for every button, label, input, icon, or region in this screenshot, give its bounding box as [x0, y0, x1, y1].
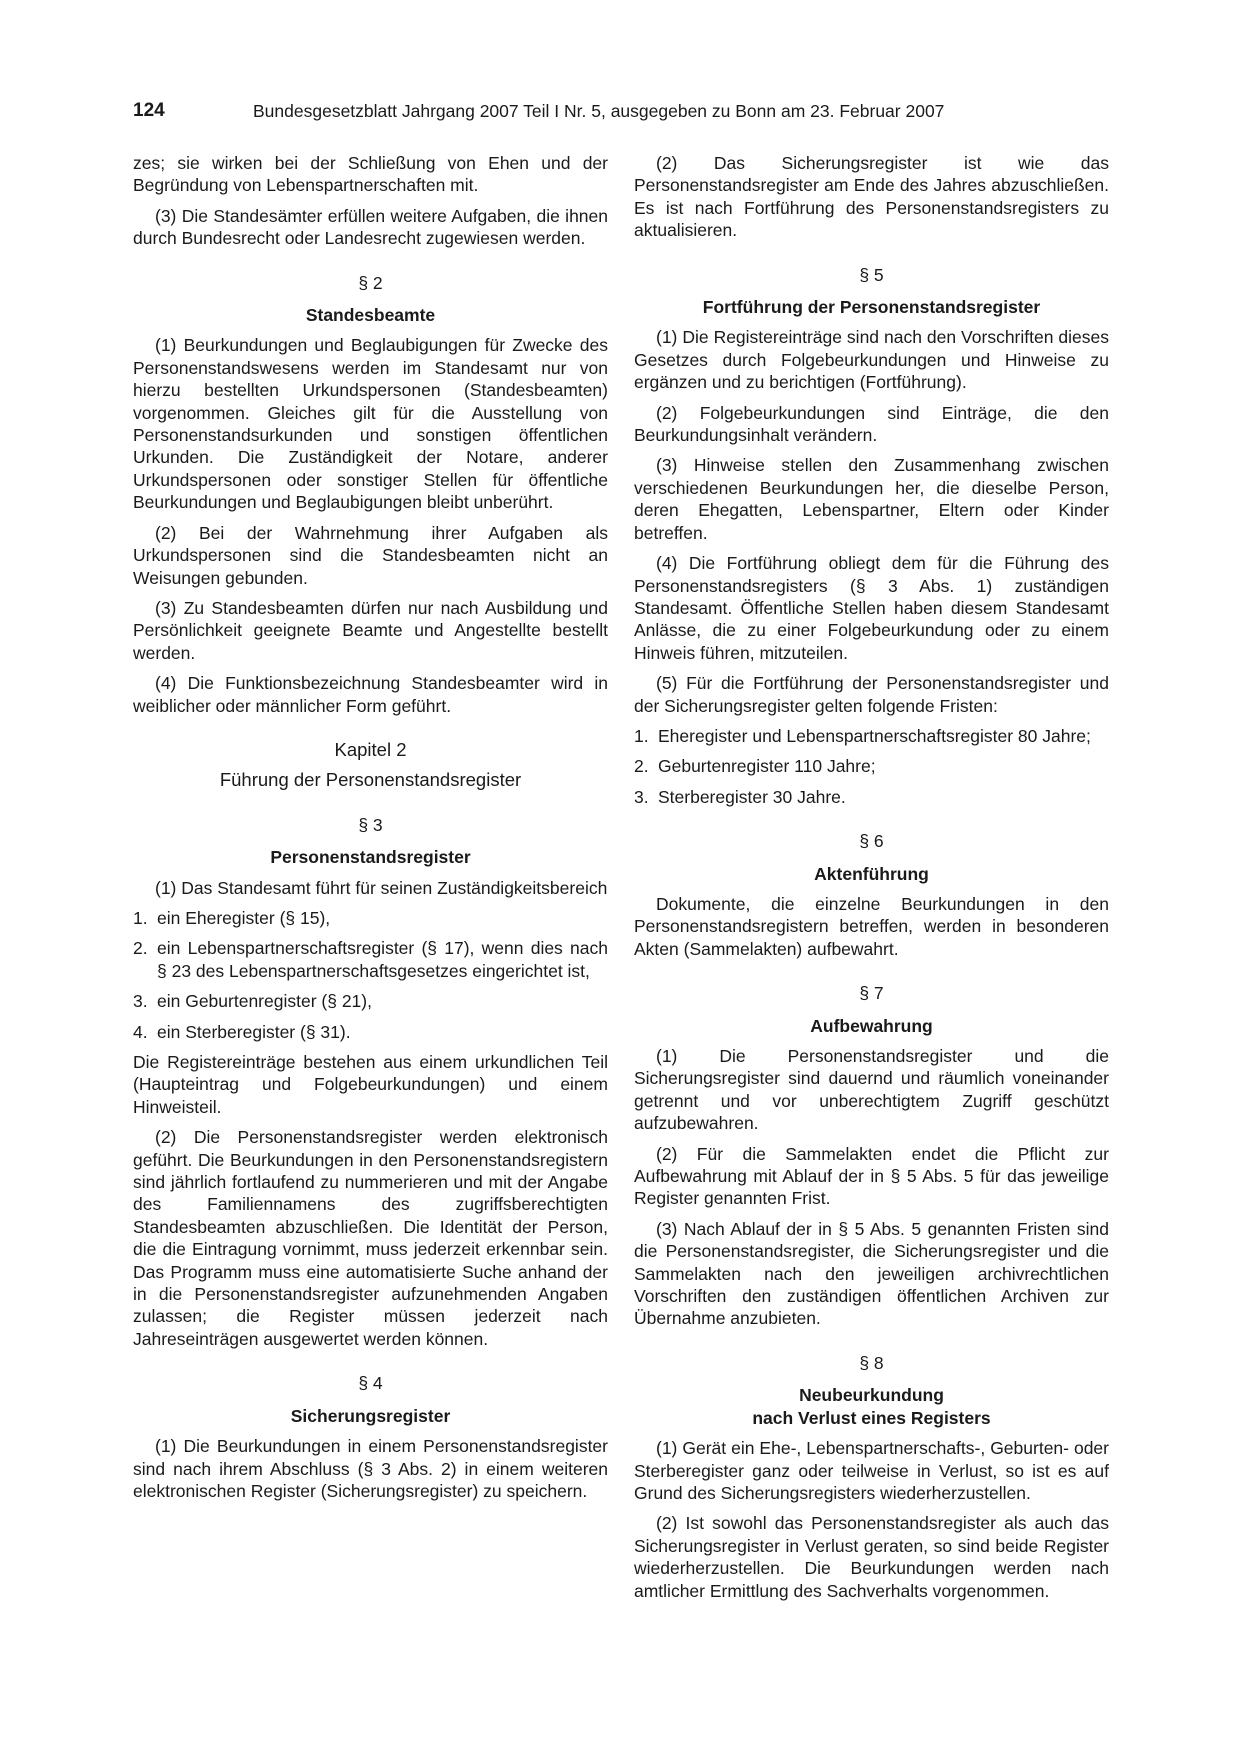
- paragraph: (1) Das Standesamt führt für seinen Zuständigkeitsbereich: [155, 877, 608, 898]
- section-number: § 3: [358, 814, 383, 835]
- section-number: § 4: [358, 1373, 383, 1394]
- section-title: Aktenführung: [814, 863, 929, 884]
- paragraph: (2) Die Personenstandsregister werden elektronisch geführt. Die Beurkundungen in den Personenstandsregistern sind jährlich fortlaufend zu nummerieren und mit der Angabe des Familiennamens des zugriffsberechtigten Standesbeamten abzuschließen. Die Identität der Person, die die Eintragung vornimmt, muss jederzeit erkennbar sein. Das Programm muss eine automatisierte Suche anhand der in die Personenstandsregister aufzunehmenden Angaben zulassen; die Register müssen jederzeit nach Jahreseinträgen ausgewertet werden können.: [133, 1127, 608, 1349]
- running-title: Bundesgesetzblatt Jahrgang 2007 Teil I Nr. 5, ausgegeben zu Bonn am 23. Februar 2007: [253, 101, 945, 121]
- paragraph: (1) Die Registereinträge sind nach den Vorschriften dieses Gesetzes durch Folgebeurkundungen und Hinweise zu ergänzen und zu berichtigen (Fortführung).: [634, 327, 1109, 393]
- right-column: [634, 152, 1109, 1610]
- paragraph: (1) Beurkundungen und Beglaubigungen für Zwecke des Personenstandswesens werden im Standesamt nur von hierzu bestellten Urkundspersonen (Standesbeamten) vorgenommen. Gleiches gilt für die Ausstellung von Personenstandsurkunden und sonstigen öffentlichen Urkunden. Die Zuständigkeit der Notare, anderer Urkundspersonen oder sonstiger Stellen für öffentliche Beurkundungen und Beglaubigungen bleibt unberührt.: [133, 335, 608, 513]
- section-number: § 6: [859, 831, 884, 852]
- list-item: 3. Sterberegister 30 Jahre.: [634, 786, 846, 807]
- paragraph: (3) Nach Ablauf der in § 5 Abs. 5 genannten Fristen sind die Personenstandsregister, die Sicherungsregister und die Sammelakten nach den jeweiligen archivrechtlichen Vorschriften den zuständigen öffentlichen Archiven zur Übernahme anzubieten.: [634, 1218, 1109, 1329]
- section-title: Fortführung der Personenstandsregister: [702, 297, 1041, 318]
- section-title-line: nach Verlust eines Registers: [752, 1407, 991, 1428]
- numbered-list: [634, 725, 1109, 808]
- section-title: Sicherungsregister: [290, 1405, 451, 1426]
- paragraph: (5) Für die Fortführung der Personenstandsregister und der Sicherungsregister gelten folgende Fristen:: [634, 673, 1109, 716]
- section-title: Standesbeamte: [305, 305, 436, 326]
- paragraph: (2) Bei der Wahrnehmung ihrer Aufgaben als Urkundspersonen sind die Standesbeamten nicht an Weisungen gebunden.: [133, 522, 608, 588]
- list-item: 2. ein Lebenspartnerschaftsregister (§ 17), wenn dies nach § 23 des Lebenspartnerschaftsgesetzes eingerichtet ist,: [133, 938, 608, 981]
- section-title-line: Neubeurkundung: [799, 1385, 944, 1406]
- chapter-title: Führung der Personenstandsregister: [219, 769, 522, 791]
- numbered-list: [133, 907, 608, 1043]
- paragraph: (1) Die Beurkundungen in einem Personenstandsregister sind nach ihrem Abschluss (§ 3 Abs. 2) in einem weiteren elektronischen Register (Sicherungsregister) zu speichern.: [133, 1436, 608, 1501]
- paragraph: (4) Die Funktionsbezeichnung Standesbeamter wird in weiblicher oder männlicher Form geführt.: [133, 673, 608, 716]
- paragraph: (3) Hinweise stellen den Zusammenhang zwischen verschiedenen Beurkundungen her, die dieselbe Person, deren Ehegatten, Lebenspartner, Eltern oder Kinder betreffen.: [634, 455, 1109, 543]
- section-title: Personenstandsregister: [270, 847, 471, 868]
- page-number: 124: [133, 100, 165, 121]
- paragraph: (3) Die Standesämter erfüllen weitere Aufgaben, die ihnen durch Bundesrecht oder Landesrecht zugewiesen werden.: [133, 205, 608, 249]
- paragraph: (3) Zu Standesbeamten dürfen nur nach Ausbildung und Persönlichkeit geeignete Beamte und Angestellte bestellt werden.: [133, 597, 608, 663]
- paragraph: zes; sie wirken bei der Schließung von Ehen und der Begründung von Lebenspartnerschaften mit.: [133, 153, 608, 196]
- page-header: [133, 100, 1108, 128]
- section-title: Aufbewahrung: [810, 1015, 933, 1036]
- section-number: § 8: [859, 1352, 884, 1373]
- list-item: 1. Eheregister und Lebenspartnerschaftsregister 80 Jahre;: [634, 725, 1091, 746]
- paragraph: Dokumente, die einzelne Beurkundungen in den Personenstandsregistern betreffen, werden in besonderen Akten (Sammelakten) aufbewahrt.: [634, 893, 1109, 959]
- paragraph: (2) Das Sicherungsregister ist wie das Personenstandsregister am Ende des Jahres abzuschließen. Es ist nach Fortführung des Personenstandsregisters zu aktualisieren.: [634, 153, 1109, 241]
- paragraph: Die Registereinträge bestehen aus einem urkundlichen Teil (Haupteintrag und Folgebeurkundungen) und einem Hinweisteil.: [133, 1052, 608, 1117]
- paragraph: (1) Die Personenstandsregister und die Sicherungsregister sind dauernd und räumlich voneinander getrennt und vor unberechtigtem Zugriff geschützt aufzubewahren.: [634, 1046, 1109, 1134]
- section-title: [634, 1407, 1109, 1429]
- list-item: 4. ein Sterberegister (§ 31).: [133, 1021, 351, 1042]
- list-item: 3. ein Geburtenregister (§ 21),: [133, 991, 372, 1012]
- left-column: [133, 152, 608, 1510]
- paragraph: (4) Die Fortführung obliegt dem für die Führung des Personenstandsregisters (§ 3 Abs. 1) zuständigen Standesamt. Öffentliche Stellen haben diesem Standesamt Anlässe, die zu einer Folgebeurkundung oder zu einem Hinweis führen, mitzuteilen.: [634, 553, 1109, 663]
- section-number: § 5: [859, 264, 884, 285]
- section-title: [634, 1384, 1109, 1406]
- paragraph: (2) Ist sowohl das Personenstandsregister als auch das Sicherungsregister in Verlust geraten, so sind beide Register wiederherzustellen. Die Beurkundungen werden nach amtlicher Ermittlung des Sachverhalts vorgenommen.: [634, 1513, 1109, 1601]
- list-item: 2. Geburtenregister 110 Jahre;: [634, 756, 876, 777]
- section-number: § 7: [859, 983, 884, 1004]
- paragraph: (2) Folgebeurkundungen sind Einträge, die den Beurkundungsinhalt verändern.: [634, 402, 1109, 446]
- paragraph: (2) Für die Sammelakten endet die Pflicht zur Aufbewahrung mit Ablauf der in § 5 Abs. 5 für das jeweilige Register genannten Frist.: [634, 1143, 1109, 1209]
- chapter-heading: Kapitel 2: [334, 738, 407, 760]
- section-number: § 2: [358, 272, 383, 293]
- list-item: 1. ein Eheregister (§ 15),: [133, 907, 331, 928]
- paragraph: (1) Gerät ein Ehe-, Lebenspartnerschafts-, Geburten- oder Sterberegister ganz oder teilweise in Verlust, so ist es auf Grund des Sicherungsregisters wiederherzustellen.: [634, 1438, 1109, 1503]
